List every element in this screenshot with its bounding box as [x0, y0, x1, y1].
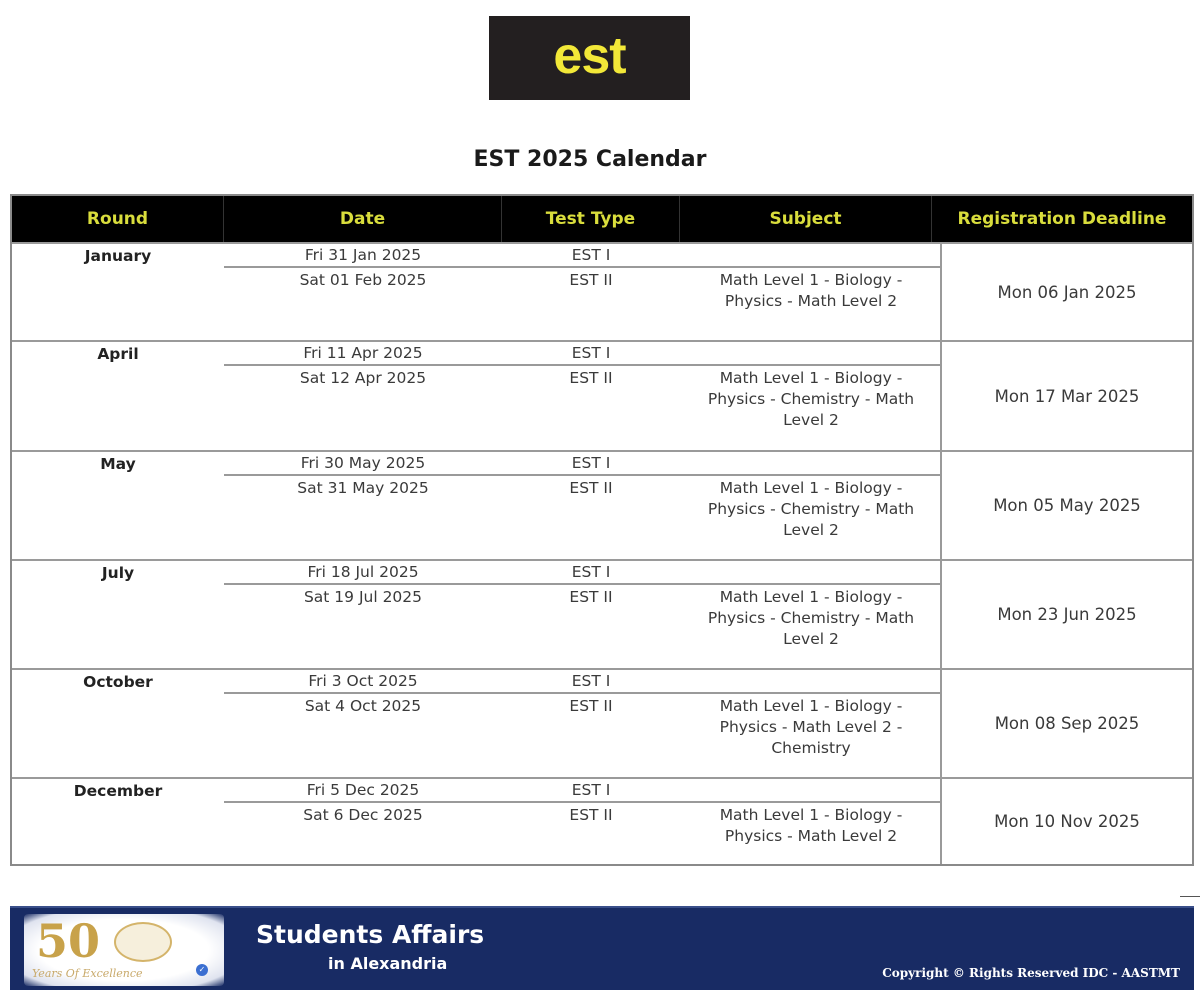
round-group-july — [12, 559, 1192, 668]
session-test-type: EST I — [571, 454, 611, 472]
header-subject: Subject — [680, 196, 932, 242]
table-row — [224, 670, 940, 694]
table-row — [224, 561, 940, 585]
header-test-type: Test Type — [502, 196, 680, 242]
footer-title: Students Affairs — [256, 920, 485, 949]
anniversary-badge — [24, 914, 224, 986]
round-name: July — [101, 564, 135, 582]
registration-deadline: Mon 05 May 2025 — [993, 496, 1141, 515]
session-test-type: EST I — [571, 672, 611, 690]
calendar-table — [10, 194, 1194, 866]
footer-subtitle: in Alexandria — [328, 954, 448, 973]
session-date: Sat 6 Dec 2025 — [303, 806, 423, 824]
badge-caption: Years Of Excellence — [32, 967, 143, 980]
sessions — [224, 779, 942, 864]
round-name: January — [84, 247, 152, 265]
session-date: Sat 01 Feb 2025 — [299, 271, 427, 289]
session-test-type: EST II — [569, 806, 613, 824]
session-date: Fri 30 May 2025 — [300, 454, 426, 472]
session-date: Fri 5 Dec 2025 — [306, 781, 420, 799]
session-date: Fri 18 Jul 2025 — [307, 563, 419, 581]
logo-text: est — [553, 27, 626, 85]
sessions — [224, 452, 942, 559]
session-subject: Math Level 1 - Biology - Physics - Chemistry - Math Level 2 — [707, 588, 915, 648]
session-test-type: EST I — [571, 781, 611, 799]
session-date: Sat 31 May 2025 — [297, 479, 429, 497]
badge-number: 50 — [36, 914, 101, 968]
session-subject: Math Level 1 - Biology - Physics - Math Level 2 — [719, 271, 903, 310]
divider — [1180, 896, 1200, 897]
session-test-type: EST II — [569, 369, 613, 387]
session-subject: Math Level 1 - Biology - Physics - Chemistry - Math Level 2 — [707, 479, 915, 539]
session-test-type: EST II — [569, 479, 613, 497]
session-subject — [680, 452, 942, 474]
sessions — [224, 670, 942, 777]
header-round: Round — [12, 196, 224, 242]
table-row — [224, 476, 940, 541]
verified-check-icon: ✓ — [196, 964, 208, 976]
round-group-january — [12, 242, 1192, 340]
est-logo — [489, 16, 690, 100]
table-row — [224, 366, 940, 431]
session-subject — [680, 342, 942, 364]
session-test-type: EST II — [569, 588, 613, 606]
session-date: Fri 31 Jan 2025 — [304, 246, 422, 264]
registration-deadline: Mon 06 Jan 2025 — [997, 282, 1137, 302]
table-row — [224, 244, 940, 268]
round-name: April — [97, 345, 139, 363]
footer-banner — [10, 906, 1194, 990]
round-group-april — [12, 340, 1192, 450]
table-row — [224, 779, 940, 803]
table-row — [224, 452, 940, 476]
session-subject — [680, 670, 942, 692]
session-subject — [680, 244, 942, 266]
registration-deadline: Mon 08 Sep 2025 — [994, 714, 1140, 733]
session-test-type: EST I — [571, 246, 611, 264]
session-date: Sat 12 Apr 2025 — [299, 369, 427, 387]
registration-deadline: Mon 10 Nov 2025 — [994, 812, 1140, 831]
round-name: December — [73, 782, 163, 800]
session-test-type: EST II — [569, 697, 613, 715]
table-row — [224, 803, 940, 847]
session-test-type: EST I — [571, 344, 611, 362]
round-name: October — [83, 673, 153, 691]
round-name: May — [100, 455, 136, 473]
table-row — [224, 342, 940, 366]
round-group-october — [12, 668, 1192, 777]
session-date: Fri 3 Oct 2025 — [308, 672, 418, 690]
session-date: Sat 4 Oct 2025 — [304, 697, 422, 715]
header-registration-deadline: Registration Deadline — [957, 209, 1167, 229]
session-test-type: EST II — [569, 271, 613, 289]
table-row — [224, 268, 940, 312]
session-subject: Math Level 1 - Biology - Physics - Chemistry - Math Level 2 — [707, 369, 915, 429]
session-test-type: EST I — [571, 563, 611, 581]
round-group-may — [12, 450, 1192, 559]
header-date: Date — [224, 196, 502, 242]
session-date: Sat 19 Jul 2025 — [303, 588, 423, 606]
session-subject — [680, 561, 942, 583]
seal-icon — [114, 922, 172, 962]
registration-deadline: Mon 23 Jun 2025 — [997, 605, 1137, 624]
session-subject: Math Level 1 - Biology - Physics - Math Level 2 — [719, 806, 903, 845]
sessions — [224, 561, 942, 668]
session-subject: Math Level 1 - Biology - Physics - Math Level 2 - Chemistry — [719, 697, 903, 757]
table-row — [224, 694, 940, 759]
round-group-december — [12, 777, 1192, 864]
table-row — [224, 585, 940, 650]
session-date: Fri 11 Apr 2025 — [303, 344, 423, 362]
page-title: EST 2025 Calendar — [473, 147, 707, 172]
sessions — [224, 244, 942, 340]
registration-deadline: Mon 17 Mar 2025 — [994, 386, 1140, 406]
session-subject — [680, 779, 942, 801]
sessions — [224, 342, 942, 450]
table-header — [12, 196, 1192, 242]
copyright-text: Copyright © Rights Reserved IDC - AASTMT — [882, 966, 1180, 980]
